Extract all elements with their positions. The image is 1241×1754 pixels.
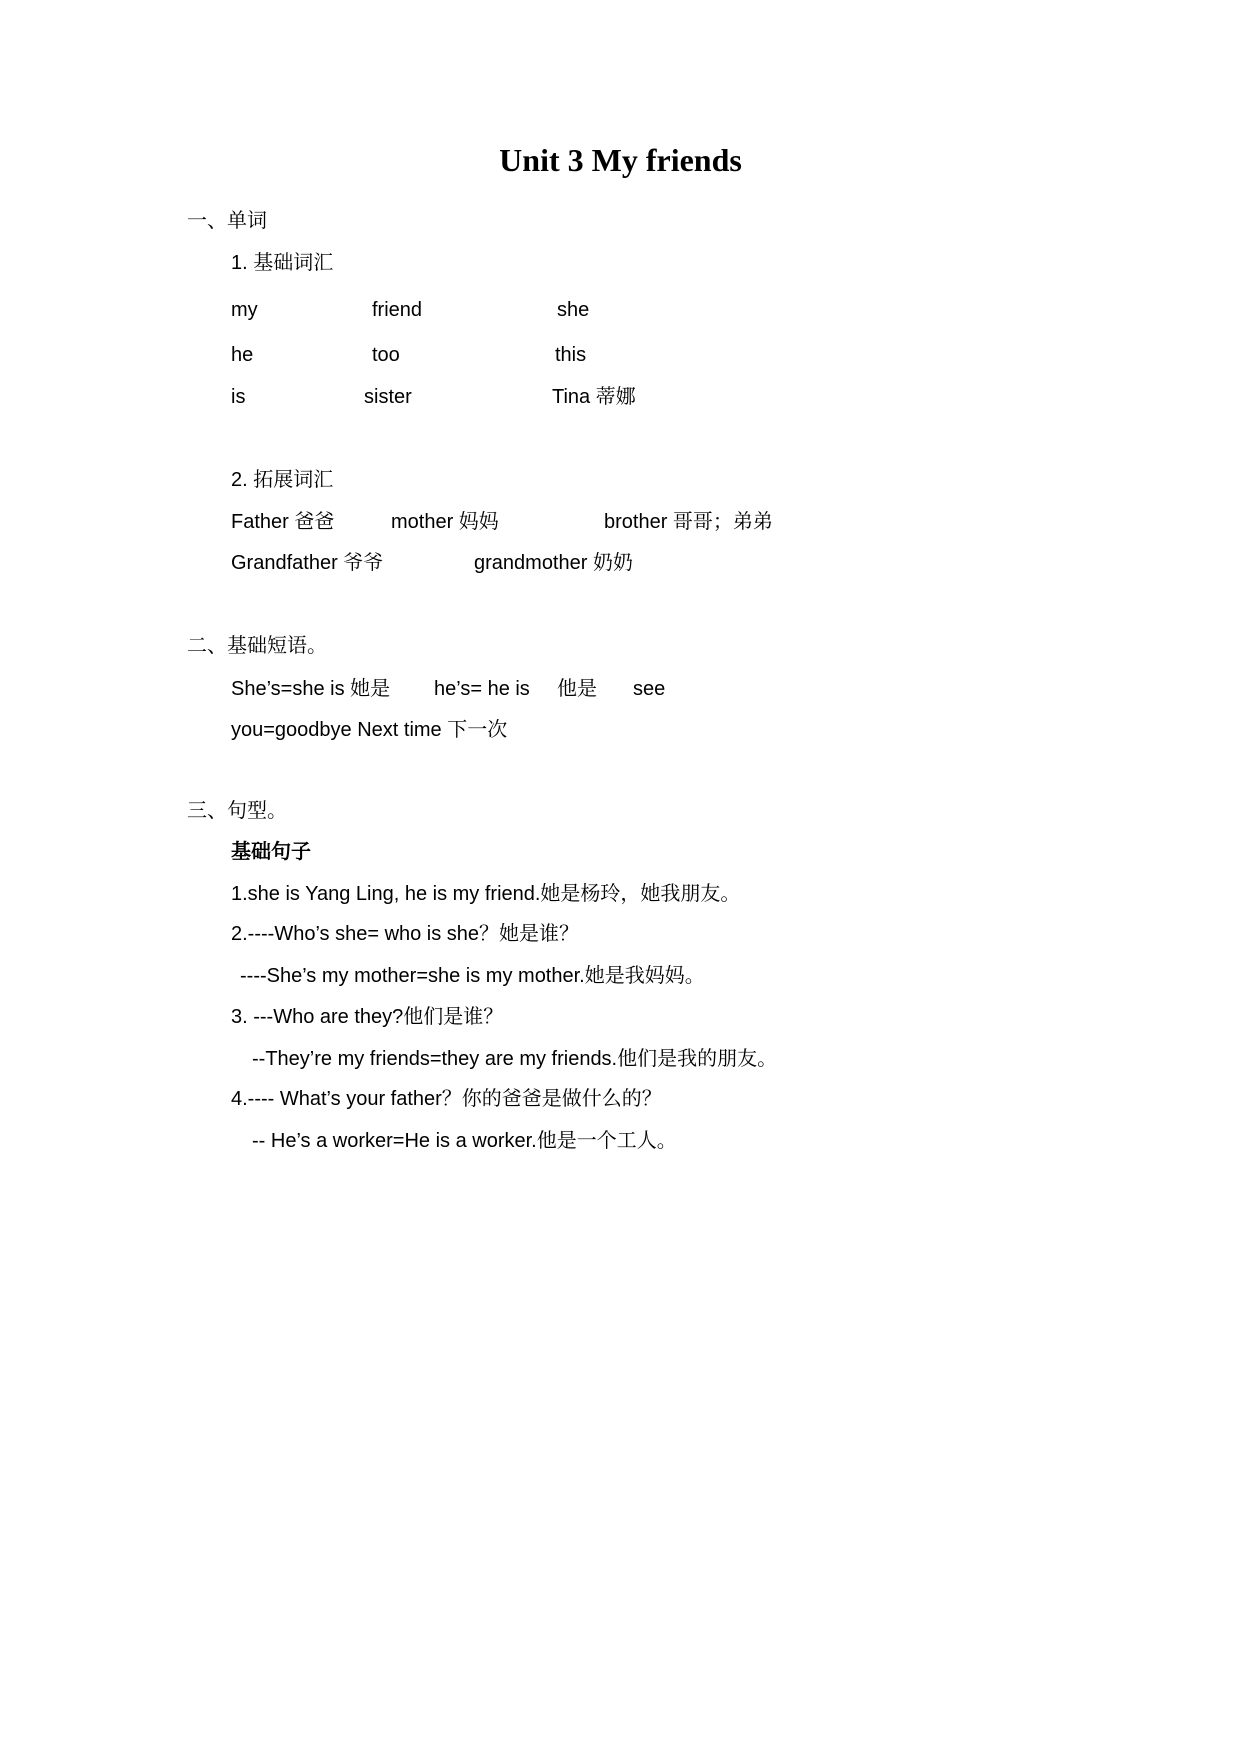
section-heading-vocabulary: 一、单词 — [187, 210, 267, 232]
section-heading-sentences: 三、句型。 — [187, 800, 287, 822]
sentence-line: 2.----Who’s she= who is she？她是谁？ — [231, 923, 580, 945]
subheading-basic-vocabulary: 1. 基础词汇 — [231, 252, 334, 274]
sentence-line: --They’re my friends=they are my friends.他们是我的朋友。 — [252, 1048, 778, 1070]
vocab-word: too — [372, 344, 400, 366]
sentence-line: -- He’s a worker=He is a worker.他是一个工人。 — [252, 1130, 677, 1152]
vocab-word: Grandfather 爷爷 — [231, 552, 384, 574]
phrase-item: you=goodbye Next time 下一次 — [231, 719, 508, 741]
vocab-word: my — [231, 299, 258, 321]
vocab-word: sister — [364, 386, 412, 408]
phrase-item: he’s= he is — [434, 678, 530, 700]
sentence-line: ----She’s my mother=she is my mother.她是我妈妈。 — [240, 965, 705, 987]
vocab-word: he — [231, 344, 254, 366]
vocab-word: this — [555, 344, 587, 366]
page-title: Unit 3 My friends — [499, 142, 742, 178]
subheading-basic-sentences: 基础句子 — [231, 841, 311, 863]
section-heading-phrases: 二、基础短语。 — [187, 635, 327, 657]
phrase-item: She’s=she is 她是 — [231, 678, 391, 700]
phrase-item: 他是 — [557, 678, 597, 700]
vocab-word: Tina 蒂娜 — [552, 386, 636, 408]
sentence-line: 3. ---Who are they?他们是谁？ — [231, 1006, 504, 1028]
vocab-word: mother 妈妈 — [391, 511, 499, 533]
phrase-item: see — [633, 678, 666, 700]
vocab-word: grandmother 奶奶 — [474, 552, 633, 574]
vocab-word: she — [557, 299, 590, 321]
vocab-word: friend — [372, 299, 423, 321]
sentence-line: 1.she is Yang Ling, he is my friend.她是杨玲，她我朋友。 — [231, 883, 741, 905]
vocab-word: is — [231, 386, 246, 408]
vocab-word: brother 哥哥；弟弟 — [604, 511, 773, 533]
vocab-word: Father 爸爸 — [231, 511, 335, 533]
sentence-line: 4.---- What’s your father？你的爸爸是做什么的？ — [231, 1088, 662, 1110]
subheading-extended-vocabulary: 2. 拓展词汇 — [231, 469, 334, 491]
